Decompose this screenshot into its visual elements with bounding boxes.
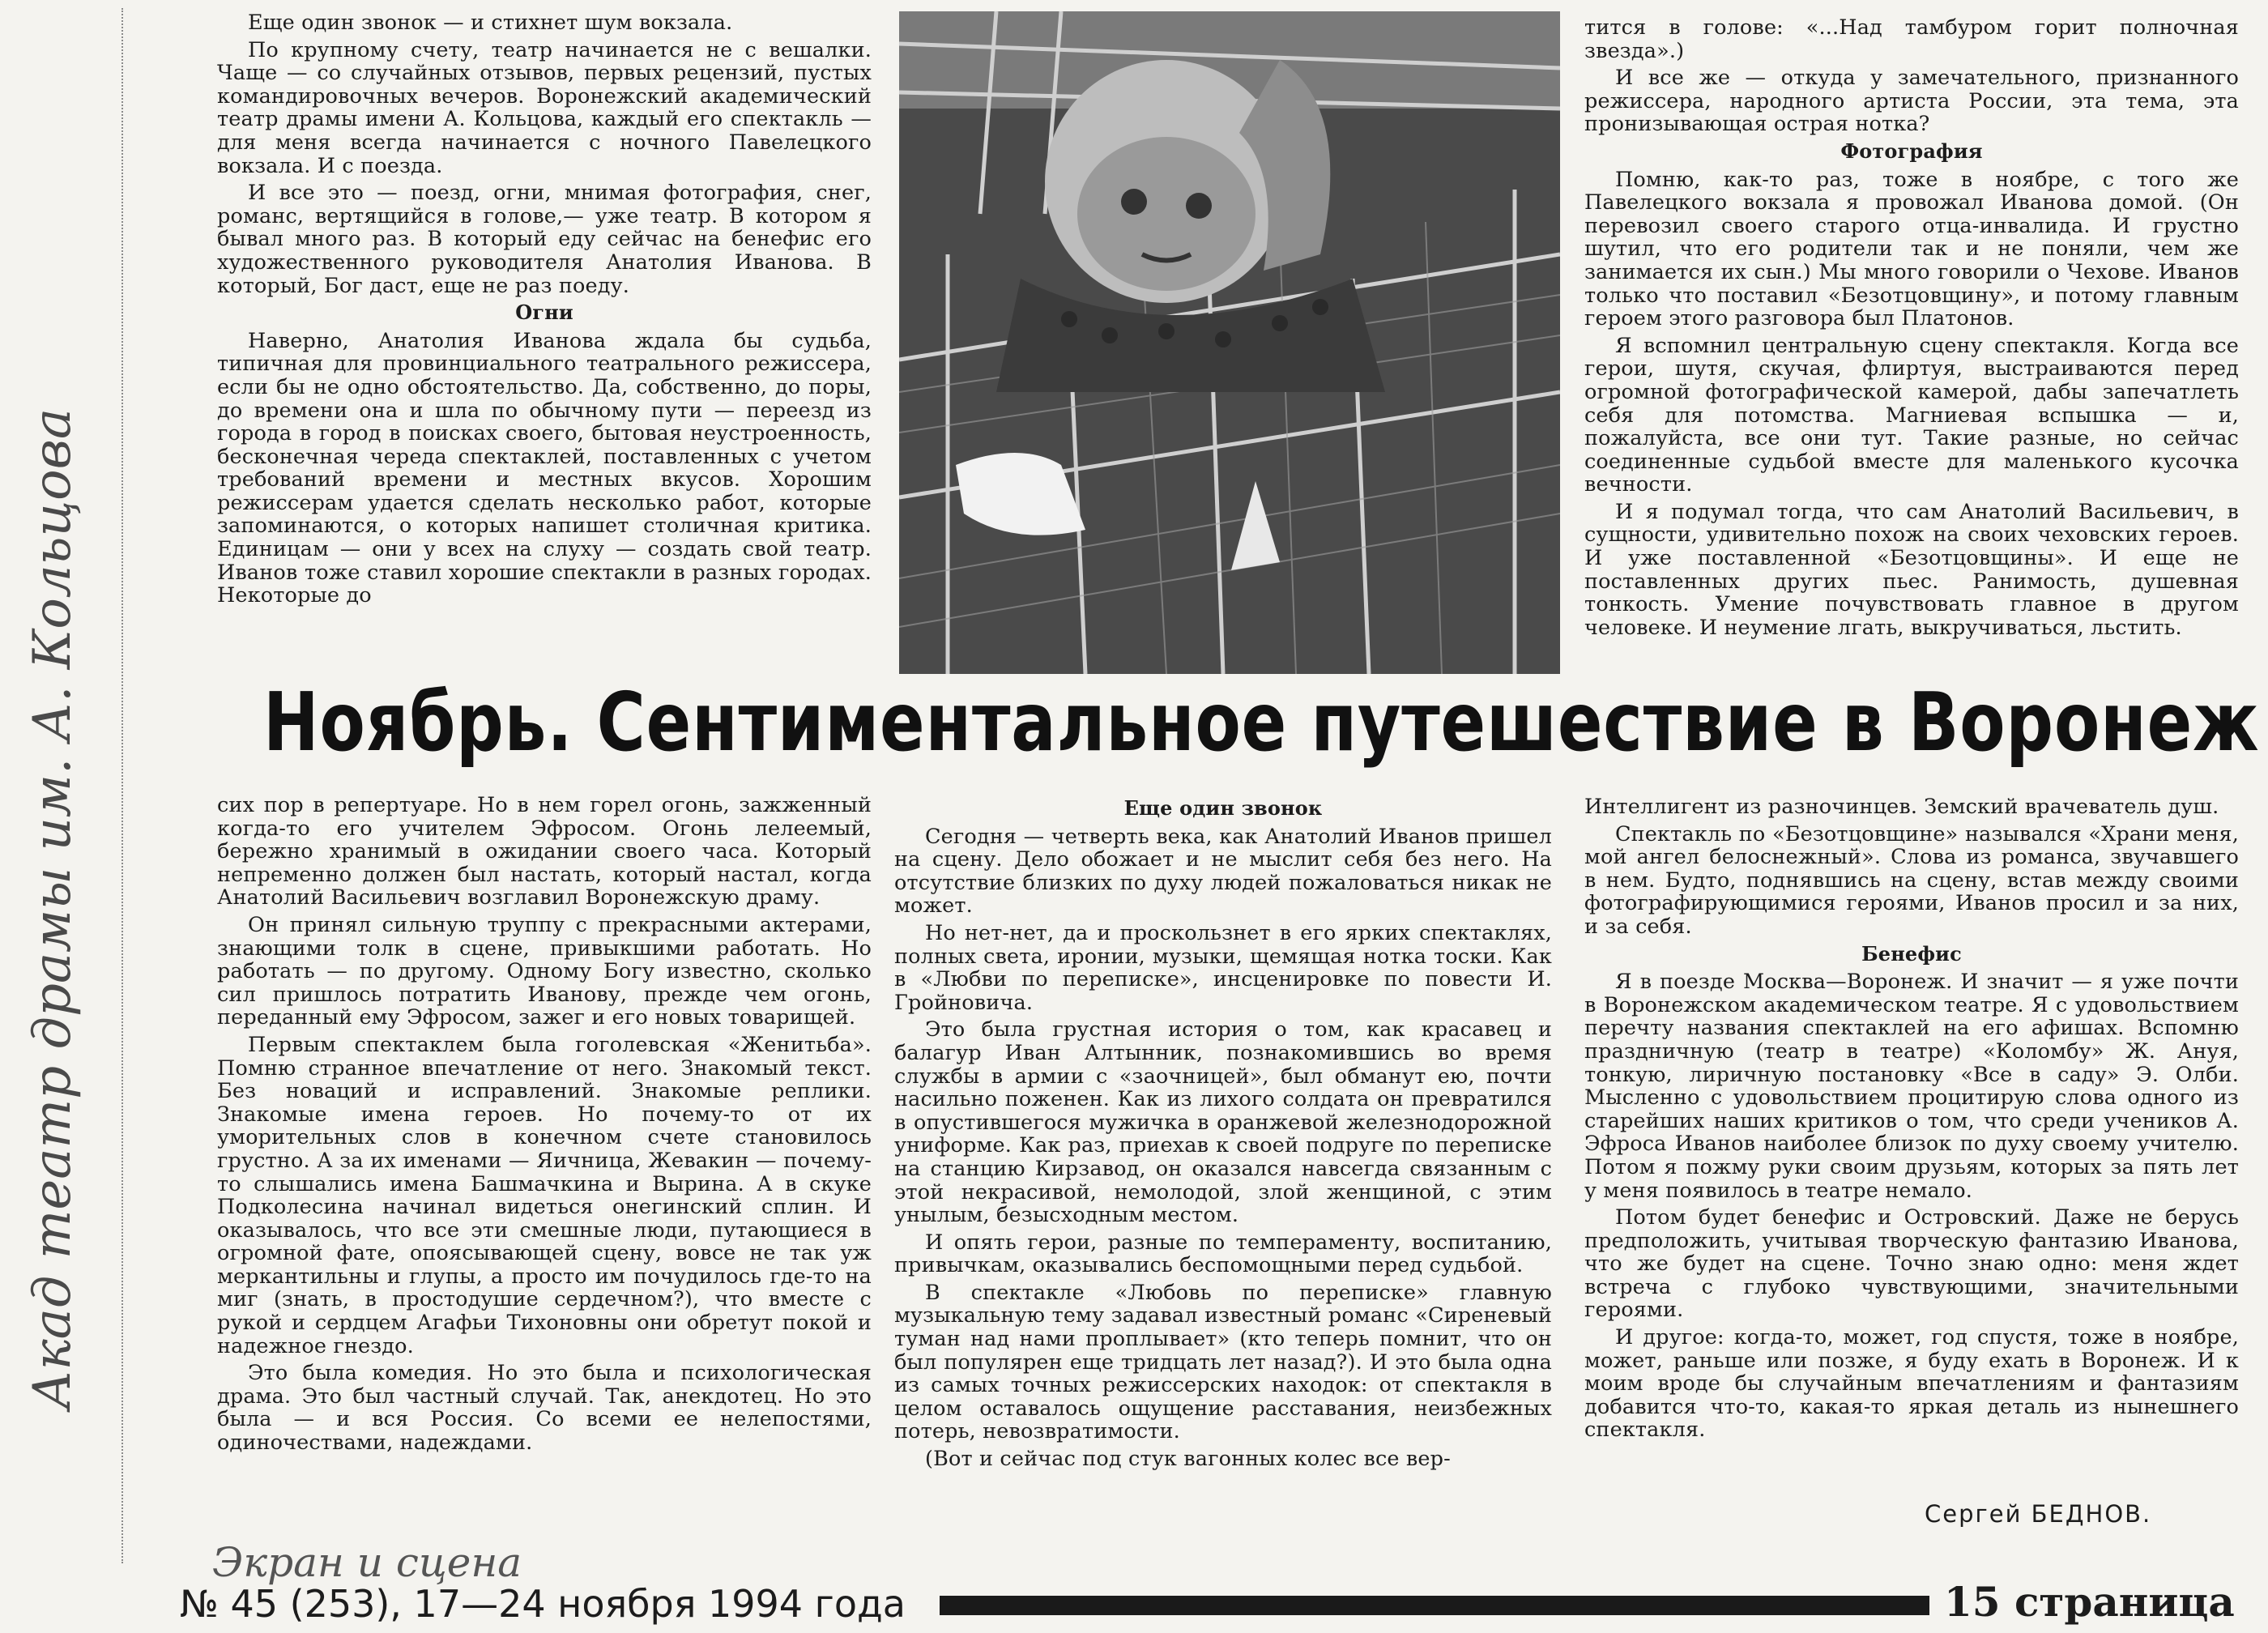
paragraph: И опять герои, разные по темпераменту, воспитанию, привычкам, оказывались беспомощными перед судьбой. [894,1230,1552,1278]
handwritten-source-note: Экран и сцена [212,1539,522,1586]
paragraph: Но нет-нет, да и проскользнет в его ярких спектаклях, полных света, иронии, музыки, щемящая нотка тоски. Как в «Любви по переписке», инсценировке по повести И. Гройновича. [894,920,1552,1015]
paragraph: (Вот и сейчас под стук вагонных колес все вер- [925,1447,1451,1472]
paragraph: Это была комедия. Но это была и психологическая драма. Это был частный случай. Так, анекдотец. Но это была — и вся Россия. Со всеми ее нелепостями, одиночествами, надеждами. [217,1361,872,1456]
fold-line [122,8,124,1563]
section-heading-benefis: Бенефис [1861,941,1962,966]
column-4 [217,794,872,1459]
paragraph: По крупному счету, театр начинается не с вешалки. Чаще — со случайных отзывов, первых рецензий, пустых командировочных вечеров. Воронежский академический театр драмы имени А. Кольцова, каждый его спектакль — для меня всегда начинается с ночного Павелецкого вокзала. И с поезда. [217,37,872,178]
handwritten-side-note: Акад театр драмы им. А. Кольцова [23,407,83,1409]
author-signature: Сергей БЕДНОВ. [1925,1500,2152,1528]
paragraph: Он принял сильную труппу с прекрасными актерами, знающими толк в сцене, привыкшими работать. Но работать — по другому. Одному Богу известно, сколько сил пришлось потратить Иванову, прежде чем огонь, переданный ему Эфросом, зажег и его новых товарищей. [217,912,872,1030]
column-1 [217,11,872,612]
issue-date-line: № 45 (253), 17—24 ноября 1994 года [180,1582,906,1626]
paragraph: Первым спектаклем была гоголевская «Женитьба». Помню странное впечатление от него. Знакомый текст. Без новаций и исправлений. Знакомые реплики. Знакомые имена героев. Но почему-то от их уморительных слов в конечном счете становилось грустно. А за их именами — Яичница, Жевакин — почему-то слышались имена Башмачкина и Вырина. А в скуке Подколесина начинал видеться онегинский сплин. И оказывалось, что все эти смешные люди, путающиеся в огромной фате, опоясывающей сцену, вовсе не так уж меркантильны и глупы, а просто им почудилось где-то на миг (знать, в простодушие сердечном?), что вместе с рукой и сердцем Агафьи Тихоновны они обретут покой и надежное гнездо. [217,1032,872,1358]
paragraph: Потом будет бенефис и Островский. Даже не берусь предположить, учитывая творческую фантазию Иванова, что же будет на сцене. Точно знаю одно: меня ждет встреча с глубоко чувствующими, значительными героями. [1584,1205,2239,1323]
portrait-photo [899,11,1560,674]
paragraph: сих пор в репертуаре. Но в нем горел огонь, зажженный когда-то его учителем Эфросом. Огонь лелеемый, бережно хранимый в ожидании своего часа. Который непременно должен был настать, который настал, когда Анатолий Васильевич возглавил Воронежскую драму. [217,793,872,910]
paragraph: И все это — поезд, огни, мнимая фотография, снег, романс, вертящийся в голове,— уже театр. В котором я бывал много раз. В который еду сейчас на бенефис его художественного руководителя Анатолия Иванова. В который, Бог даст, еще не раз поеду. [217,181,872,298]
paragraph: Спектакль по «Безотцовщине» назывался «Храни меня, мой ангел белоснежный». Слова из романса, звучавшего в нем. Будто, поднявшись на сцену, встав между своими фотографирующимися героями, Иванов просил и за них, и за себя. [1584,821,2239,939]
column-3 [1584,16,2239,643]
paragraph: Я вспомнил центральную сцену спектакля. Когда все герои, шутя, скучая, флиртуя, выстраиваются перед огромной фотографической камерой, дабы запечатлеть себя для потомства. Магниевая вспышка — и, пожалуйста, все они тут. Такие разные, но сейчас соединенные судьбой вместе для маленького кусочка вечности. [1584,333,2239,497]
paragraph: И другое: когда-то, может, год спустя, тоже в ноябре, может, раньше или позже, я буду ехать в Воронеж. И к моим вроде бы случайным впечатлениям и фантазиям добавится что-то, какая-то яркая деталь из нынешнего спектакля. [1584,1325,2239,1443]
column-6 [1584,795,2239,1446]
article-headline: Ноябрь. Сентиментальное путешествие в Воронеж [263,675,2260,770]
paragraph: Интеллигент из разночинцев. Земский врачеватель душ. [1584,795,2219,819]
section-heading-ogni: Огни [515,301,573,325]
section-heading-zvonok: Еще один звонок [1123,796,1323,820]
paragraph: Помню, как-то раз, тоже в ноябре, с того же Павелецкого вокзала я провожал Иванова домой. (Он перевозил своего старого отца-инвалида. И грустно шутил, что его родители так и не поняли, чем же занимается их сын.) Мы много говорили о Чехове. Иванов только что поставил «Безотцовщину», и потому главным героем этого разговора был Платонов. [1584,167,2239,331]
paragraph: Наверно, Анатолия Иванова ждала бы судьба, типичная для провинциального театрального режиссера, если бы не одно обстоятельство. Да, собственно, до поры, до времени она и шла по обычному пути — переезд из города в город в поисках своего, бытовая неустроенность, бесконечная череда спектаклей, поставленных с учетом требований времени и местных вкусов. Хорошим режиссерам удается сделать несколько работ, которые запоминаются, о которых напишет столичная критика. Единицам — они у всех на слуху — создать свой театр. Иванов тоже ставил хорошие спектакли в разных городах. Некоторые до [217,328,872,608]
paragraph: Я в поезде Москва—Воронеж. И значит — я уже почти в Воронежском академическом театре. Я с удовольствием перечту названия спектаклей на его афишах. Вспомню праздничную (театр в театре) «Коломбу» Ж. Ануя, тонкую, лиричную постановку «Все в саду» Э. Олби. Мысленно с удовольствием процитирую слова одного из старейших наших критиков о том, что среди учеников А. Эфроса Иванов наиболее близок по духу своему учителю. Потом я пожму руки своим друзьям, которых за пять лет у меня появилось в театре немало. [1584,970,2239,1203]
section-heading-fotografiya: Фотография [1840,139,1983,163]
paragraph: Сегодня — четверть века, как Анатолий Иванов пришел на сцену. Дело обожает и не мыслит себя без него. На отсутствие близких по духу людей пожаловаться никак не может. [894,824,1552,919]
page-number-label: 15 страница [1944,1578,2235,1626]
footer-rule-bar [940,1596,1929,1615]
paragraph: тится в голове: «...Над тамбуром горит полночная звезда».) [1584,15,2239,63]
paragraph: И я подумал тогда, что сам Анатолий Васильевич, в сущности, удивительно похож на своих чеховских героев. И уже поставленной «Безотцовщины». И еще не поставленных других пьес. Ранимость, душевная тонкость. Умение почувствовать главное в другом человеке. И неумение лгать, выкручиваться, льстить. [1584,499,2239,640]
paragraph: Это была грустная история о том, как красавец и балагур Иван Алтынник, познакомившись во время службы в армии с «заочницей», был обманут ею, почти насильно поженен. Как из лихого солдата он превратился в опустившегося мужичка в оранжевой железнодорожной униформе. Как раз, приехав к своей подруге по переписке на станцию Кирзавод, он оказался навсегда связанным с этой некрасивой, немолодой, злой женщиной, с этим унылым, безысходным местом. [894,1017,1552,1228]
column-5 [894,795,1552,1475]
paragraph: И все же — откуда у замечательного, признанного режиссера, народного артиста России, эта тема, эта пронизывающая острая нотка? [1584,66,2239,137]
paragraph: Еще один звонок — и стихнет шум вокзала. [248,11,733,35]
paragraph: В спектакле «Любовь по переписке» главную музыкальную тему задавал известный романс «Сиреневый туман над нами проплывает» (кто теперь помнит, что он был популярен еще тридцать лет назад?). И это была одна из самых точных режиссерских находок: от спектакля в целом оставалось ощущение расставания, неизбежных потерь, невозвратимости. [894,1280,1552,1444]
